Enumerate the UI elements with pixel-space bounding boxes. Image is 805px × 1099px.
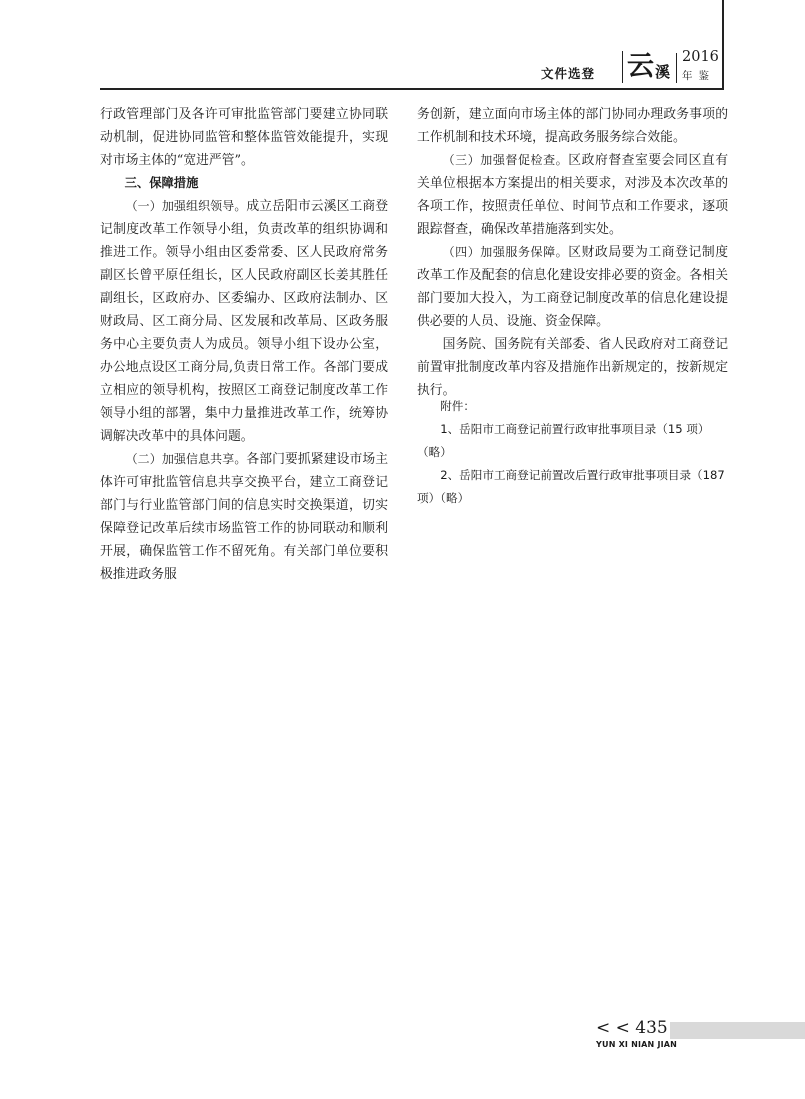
paragraph: [417, 149, 728, 241]
paragraph-lead: （三）加强督促检查。: [442, 153, 569, 167]
paragraph: 国务院、国务院有关部委、省人民政府对工商登记前置审批制度改革内容及措施作出新规定的，按新规定执行。: [417, 337, 728, 398]
attachments: [417, 395, 728, 510]
section-heading: 三、保障措施: [124, 176, 199, 190]
logo-big-character: 云: [627, 51, 654, 82]
header-separator-2: [676, 53, 677, 83]
logo-small-character: 溪: [655, 63, 671, 81]
page-number: < < 435: [596, 1018, 668, 1038]
paragraph-lead: （二）加强信息共享。: [125, 452, 247, 466]
attachments-label: 附件：: [440, 399, 475, 413]
paragraph-body: 各部门要抓紧建设市场主体许可审批监管信息共享交换平台，建立工商登记部门与行业监管部门间的信息实时交换渠道，切实保障登记改革后续市场监管工作的协同联动和顺利开展，确保监管工作不留死角。有关部门单位要积极推进政务服: [100, 452, 389, 582]
paragraph: 务创新，建立面向市场主体的部门协同办理政务事项的工作机制和技术环境，提高政务服务综合效能。: [417, 107, 728, 145]
paragraph: 行政管理部门及各许可审批监管部门要建立协同联动机制，促进协同监管和整体监管效能提升，实现对市场主体的“宽进严管”。: [100, 107, 388, 168]
paragraph-body: 成立岳阳市云溪区工商登记制度改革工作领导小组，负责改革的组织协调和推进工作。领导小组由区委常委、区人民政府常务副区长曾平原任组长，区人民政府副区长姜其胜任副组长，区政府办、区委编办、区政府法制办、区财政局、区工商分局、区发展和改革局、区政务服务中心主要负责人为成员。领导小组下设办公室，办公地点设区工商分局,负责日常工作。各部门要成立相应的领导机构，按照区工商登记制度改革工作领导小组的部署，集中力量推进改革工作，统筹协调解决改革中的具体问题。: [100, 199, 389, 444]
header-separator: [622, 51, 623, 83]
header-horizontal-rule: [100, 88, 724, 90]
attachment-item: 1、岳阳市工商登记前置行政审批事项目录（15 项）（略）: [417, 422, 710, 459]
yearbook-label: 年鉴: [682, 70, 715, 82]
paragraph-lead: （一）加强组织领导。: [125, 199, 247, 213]
left-column: [100, 103, 388, 586]
paragraph: [100, 195, 388, 448]
footer-bar: [670, 1022, 805, 1039]
header-vertical-rule: [722, 0, 724, 90]
section-title: 文件选登: [541, 66, 596, 81]
paragraph-lead: （四）加强服务保障。: [442, 245, 569, 259]
paragraph-body: 区财政局要为工商登记制度改革工作及配套的信息化建设安排必要的资金。各相关部门要加大投入，为工商登记制度改革的信息化建设提供必要的人员、设施、资金保障。: [417, 245, 728, 329]
attachment-item: 2、岳阳市工商登记前置改后置行政审批事项目录（187 项）（略）: [417, 468, 725, 505]
footer-subtitle: YUN XI NIAN JIAN: [596, 1040, 678, 1049]
paragraph: [100, 448, 388, 586]
paragraph-body: 区政府督查室要会同区直有关单位根据本方案提出的相关要求，对涉及本次改革的各项工作，按照责任单位、时间节点和工作要求，逐项跟踪督查，确保改革措施落到实处。: [417, 153, 728, 237]
right-column: [417, 103, 728, 402]
yearbook-year: 2016: [682, 49, 719, 65]
paragraph: [417, 241, 728, 333]
